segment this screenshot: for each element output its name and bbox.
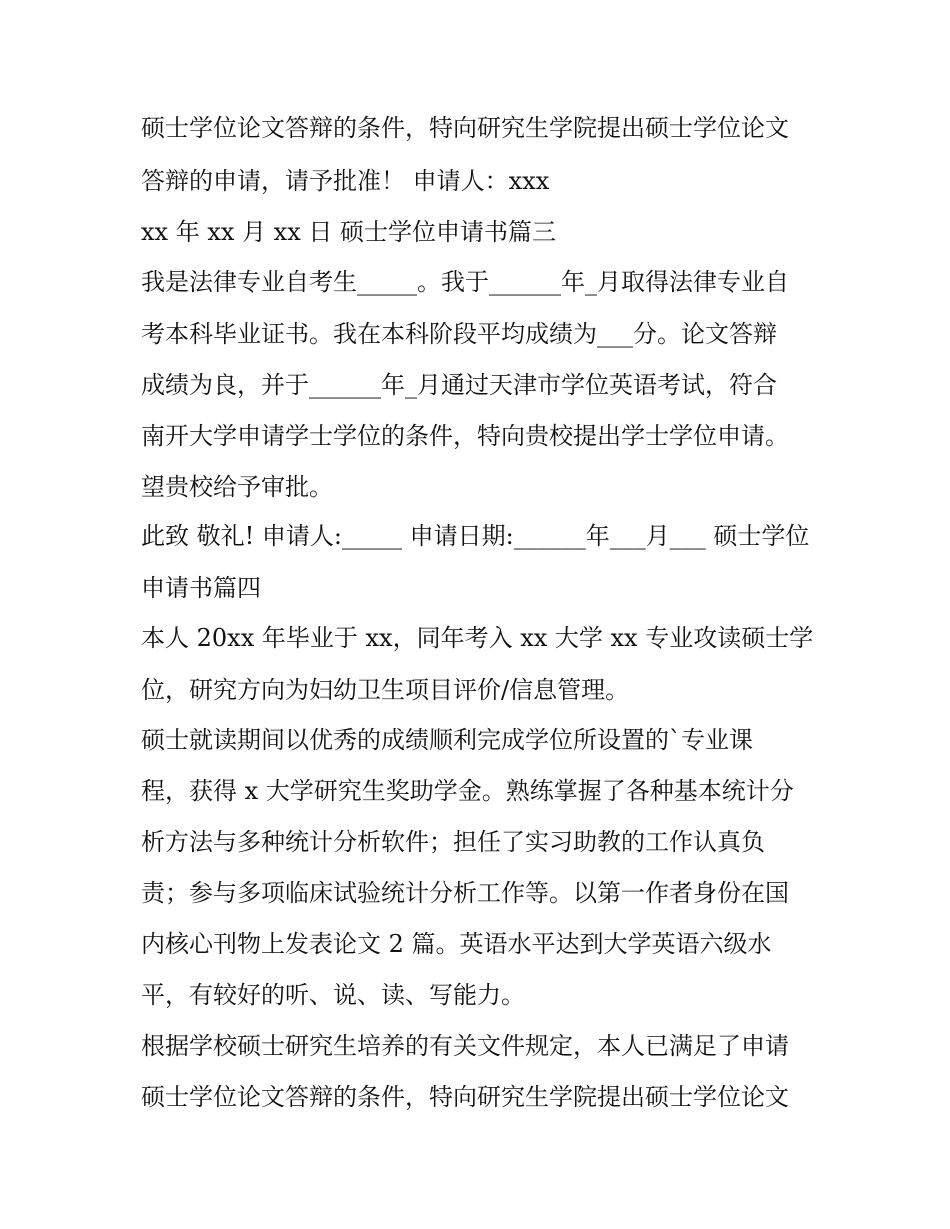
text-line: 内核心刊物上发表论文 2 篇。英语水平达到大学英语六级水	[141, 930, 772, 958]
text-line: 平，有较好的听、说、读、写能力。	[141, 981, 525, 1009]
text-line: 责；参与多项临床试验统计分析工作等。以第一作者身份在国	[141, 879, 789, 907]
text-line: 析方法与多种统计分析软件；担任了实习助教的工作认真负	[141, 828, 765, 856]
text-line: 本人 20xx 年毕业于 xx，同年考入 xx 大学 xx 专业攻读硕士学	[141, 624, 814, 652]
text-line: 南开大学申请学士学位的条件，特向贵校提出学士学位申请。	[141, 422, 789, 450]
text-line: 位，研究方向为妇幼卫生项目评价/信息管理。	[141, 676, 630, 704]
text-line: 根据学校硕士研究生培养的有关文件规定，本人已满足了申请	[141, 1032, 789, 1060]
text-line: xx 年 xx 月 xx 日 硕士学位申请书篇三	[141, 218, 556, 246]
text-line: 考本科毕业证书。我在本科阶段平均成绩为___分。论文答辩	[141, 320, 777, 348]
text-line: 申请书篇四	[141, 574, 261, 602]
text-line: 此致 敬礼! 申请人:_____ 申请日期:______年___月___ 硕士学位	[141, 522, 810, 550]
text-line: 程，获得 x 大学研究生奖助学金。熟练掌握了各种基本统计分	[141, 777, 794, 805]
text-line: 答辩的申请，请予批准！ 申请人：xxx	[141, 167, 550, 195]
text-line: 硕士学位论文答辩的条件，特向研究生学院提出硕士学位论文	[141, 1083, 789, 1111]
text-line: 成绩为良，并于______年_月通过天津市学位英语考试，符合	[141, 371, 777, 399]
text-line: 硕士学位论文答辩的条件，特向研究生学院提出硕士学位论文	[141, 114, 789, 142]
text-line: 硕士就读期间以优秀的成绩顺利完成学位所设置的`专业课	[141, 726, 753, 754]
text-line: 望贵校给予审批。	[141, 473, 333, 501]
text-line: 我是法律专业自考生_____。我于______年_月取得法律专业自	[141, 268, 789, 296]
